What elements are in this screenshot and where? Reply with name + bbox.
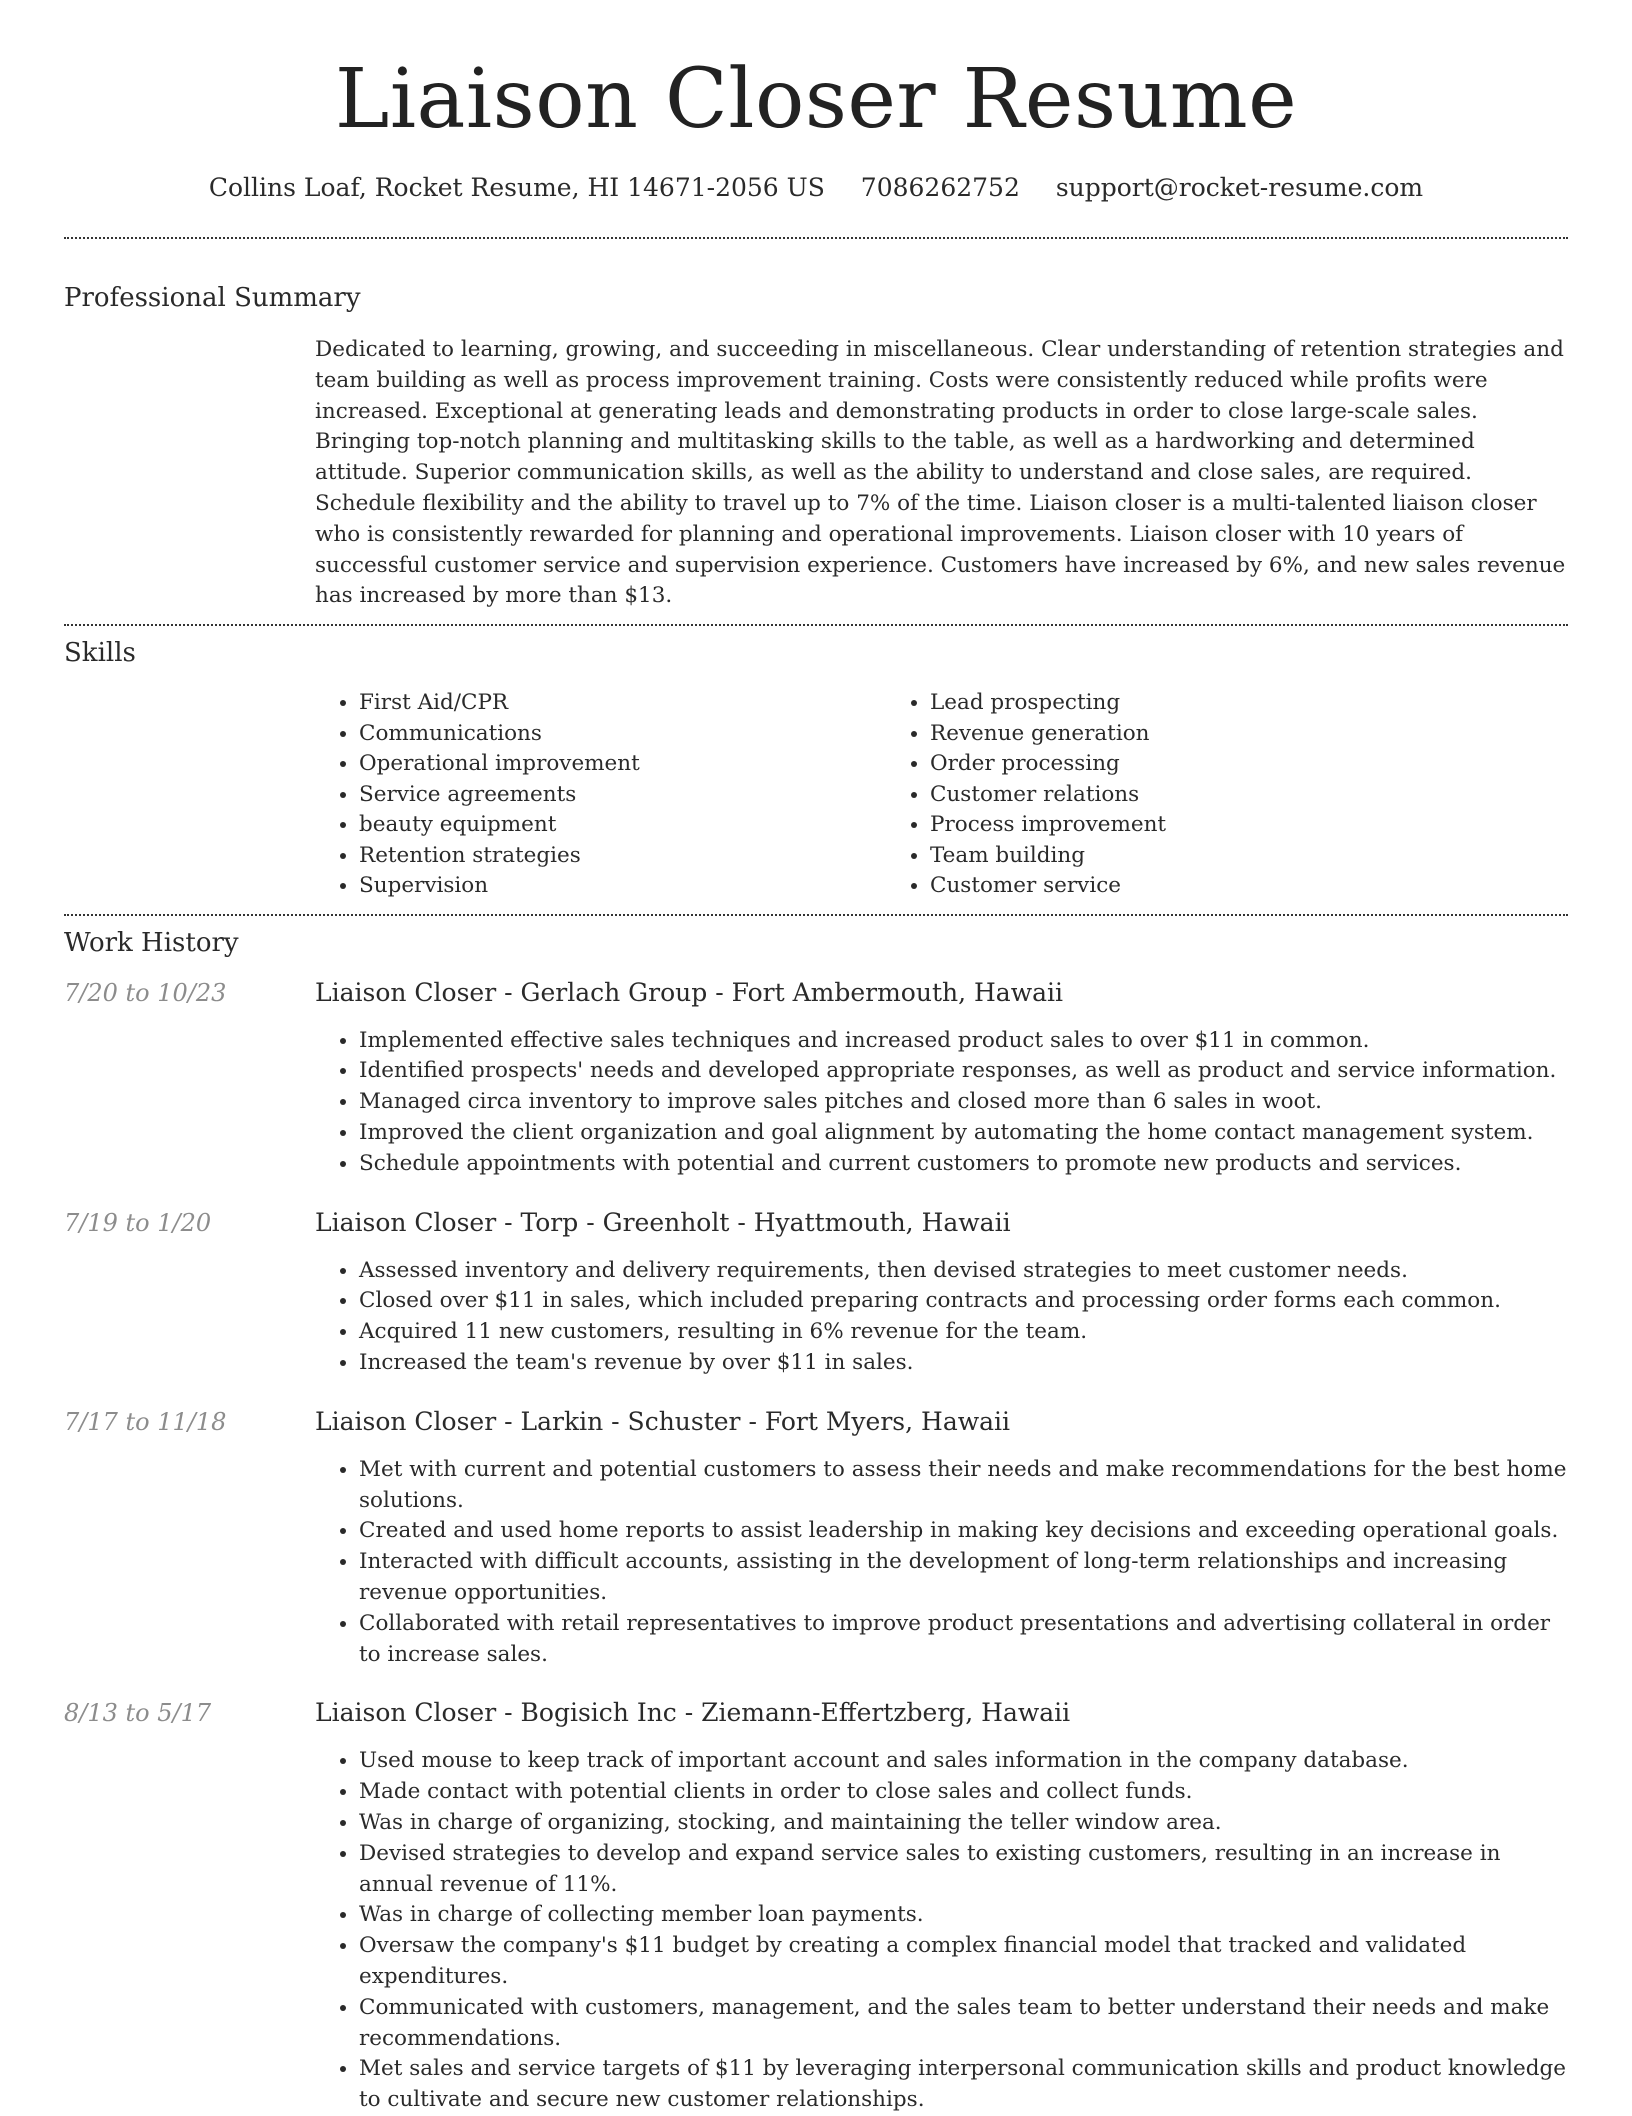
- resume-title: Liaison Closer Resume: [334, 52, 1298, 147]
- job-header: [64, 1208, 1568, 1248]
- job-duty: • Assessed inventory and delivery requirements, then devised strategies to meet customer needs.: [359, 1256, 1568, 1287]
- contact-phone: 7086262752: [860, 173, 1020, 202]
- job-header: [64, 1407, 1568, 1447]
- job-duty: • Implemented effective sales techniques and increased product sales to over $11 in common.: [359, 1026, 1568, 1057]
- skills-heading: Skills: [64, 638, 136, 669]
- contact-line: [64, 170, 1568, 206]
- job-duty: • Used mouse to keep track of important account and sales information in the company database.: [359, 1746, 1568, 1777]
- job-duty: • Increased the team's revenue by over $11 in sales.: [359, 1348, 1568, 1379]
- job-duty: • Interacted with difficult accounts, assisting in the development of long-term relationships and increasing revenue opportunities.: [359, 1547, 1568, 1609]
- job-date: 8/13 to 5/17: [64, 1699, 212, 1728]
- job-duty: • Oversaw the company's $11 budget by creating a complex financial model that tracked and validated expenditures.: [359, 1931, 1568, 1993]
- skill-item: • First Aid/CPR: [359, 688, 886, 719]
- job-duties-list: [315, 1746, 1568, 2116]
- job-duty: • Closed over $11 in sales, which included preparing contracts and processing order forms each common.: [359, 1286, 1568, 1317]
- contact-address: Collins Loaf, Rocket Resume, HI 14671-2056 US: [208, 173, 825, 202]
- skill-item: • Process improvement: [930, 810, 1166, 841]
- job-date: 7/17 to 11/18: [64, 1407, 227, 1436]
- job-date: 7/20 to 10/23: [64, 978, 227, 1007]
- job-duty: • Created and used home reports to assist leadership in making key decisions and exceeding operational goals.: [359, 1516, 1568, 1547]
- job-duty: • Identified prospects' needs and developed appropriate responses, as well as product and service information.: [359, 1056, 1568, 1087]
- skill-item: • Communications: [359, 719, 886, 750]
- job-date: 7/19 to 1/20: [64, 1208, 212, 1237]
- section-divider: [64, 237, 1568, 239]
- job-duty: • Managed circa inventory to improve sales pitches and closed more than 6 sales in woot.: [359, 1087, 1568, 1118]
- job-duty: • Communicated with customers, management, and the sales team to better understand their needs and make recommendations.: [359, 1993, 1568, 2055]
- resume-page: [64, 0, 1568, 2116]
- summary-section: [64, 281, 1568, 612]
- skill-item: • beauty equipment: [359, 810, 886, 841]
- job-duty: • Acquired 11 new customers, resulting in 6% revenue for the team.: [359, 1317, 1568, 1348]
- job-entry: [64, 978, 1568, 1180]
- contact-email: support@rocket-resume.com: [1055, 173, 1424, 202]
- skill-item: • Team building: [930, 841, 1166, 872]
- skill-item: • Lead prospecting: [930, 688, 1166, 719]
- skills-columns: [315, 688, 1568, 902]
- job-duty: • Met sales and service targets of $11 by leveraging interpersonal communication skills and product knowledge to cultivate and secure new customer relationships.: [359, 2054, 1568, 2116]
- skill-item: • Retention strategies: [359, 841, 886, 872]
- skills-section: [64, 636, 1568, 902]
- section-divider: [64, 914, 1568, 916]
- job-duty: • Was in charge of organizing, stocking, and maintaining the teller window area.: [359, 1808, 1568, 1839]
- section-divider: [64, 624, 1568, 626]
- job-title: Liaison Closer - Torp - Greenholt - Hyattmouth, Hawaii: [315, 1207, 1011, 1237]
- job-duties-list: [315, 1256, 1568, 1379]
- skills-list-right: [886, 688, 1166, 902]
- job-duties-list: [315, 1026, 1568, 1180]
- summary-text: Dedicated to learning, growing, and succeeding in miscellaneous. Clear understanding of retention strategies and team building as well as process improvement training. Costs were consistently reduced while profits were increased. Exceptional at generating leads and demonstrating products in order to close large-scale sales. Bringing top-notch planning and multitasking skills to the table, as well as a hardworking and determined attitude. Superior communication skills, as well as the ability to understand and close sales, are required. Schedule flexibility and the ability to travel up to 7% of the time. Liaison closer is a multi-talented liaison closer who is consistently rewarded for planning and operational improvements. Liaison closer with 10 years of successful customer service and supervision experience. Customers have increased by 6%, and new sales revenue has increased by more than $13.: [315, 337, 1566, 609]
- job-header: [64, 1698, 1568, 1738]
- job-duty: • Schedule appointments with potential and current customers to promote new products and services.: [359, 1149, 1568, 1180]
- work-history-heading: Work History: [64, 927, 239, 958]
- summary-heading: Professional Summary: [64, 283, 361, 313]
- skill-item: • Service agreements: [359, 780, 886, 811]
- work-history-section: [64, 926, 1568, 2116]
- job-entry: [64, 1407, 1568, 1671]
- skill-item: • Customer relations: [930, 780, 1166, 811]
- job-title: Liaison Closer - Gerlach Group - Fort Ambermouth, Hawaii: [315, 977, 1063, 1007]
- job-duty: • Met with current and potential customers to assess their needs and make recommendations for the best home solutions.: [359, 1455, 1568, 1517]
- job-duty: • Improved the client organization and goal alignment by automating the home contact management system.: [359, 1118, 1568, 1149]
- job-duties-list: [315, 1455, 1568, 1671]
- skills-list-left: [315, 688, 886, 902]
- skill-item: • Customer service: [930, 871, 1166, 902]
- job-title: Liaison Closer - Bogisich Inc - Ziemann-Effertzberg, Hawaii: [315, 1698, 1071, 1728]
- skill-item: • Order processing: [930, 749, 1166, 780]
- job-header: [64, 978, 1568, 1018]
- skill-item: • Operational improvement: [359, 749, 886, 780]
- job-duty: • Devised strategies to develop and expand service sales to existing customers, resulting in an increase in annual revenue of 11%.: [359, 1839, 1568, 1901]
- job-duty: • Collaborated with retail representatives to improve product presentations and advertising collateral in order to increase sales.: [359, 1609, 1568, 1671]
- job-entry: [64, 1208, 1568, 1379]
- job-entry: [64, 1698, 1568, 2116]
- job-title: Liaison Closer - Larkin - Schuster - Fort Myers, Hawaii: [315, 1406, 1011, 1436]
- job-duty: • Was in charge of collecting member loan payments.: [359, 1900, 1568, 1931]
- job-duty: • Made contact with potential clients in order to close sales and collect funds.: [359, 1777, 1568, 1808]
- skill-item: • Supervision: [359, 871, 886, 902]
- skill-item: • Revenue generation: [930, 719, 1166, 750]
